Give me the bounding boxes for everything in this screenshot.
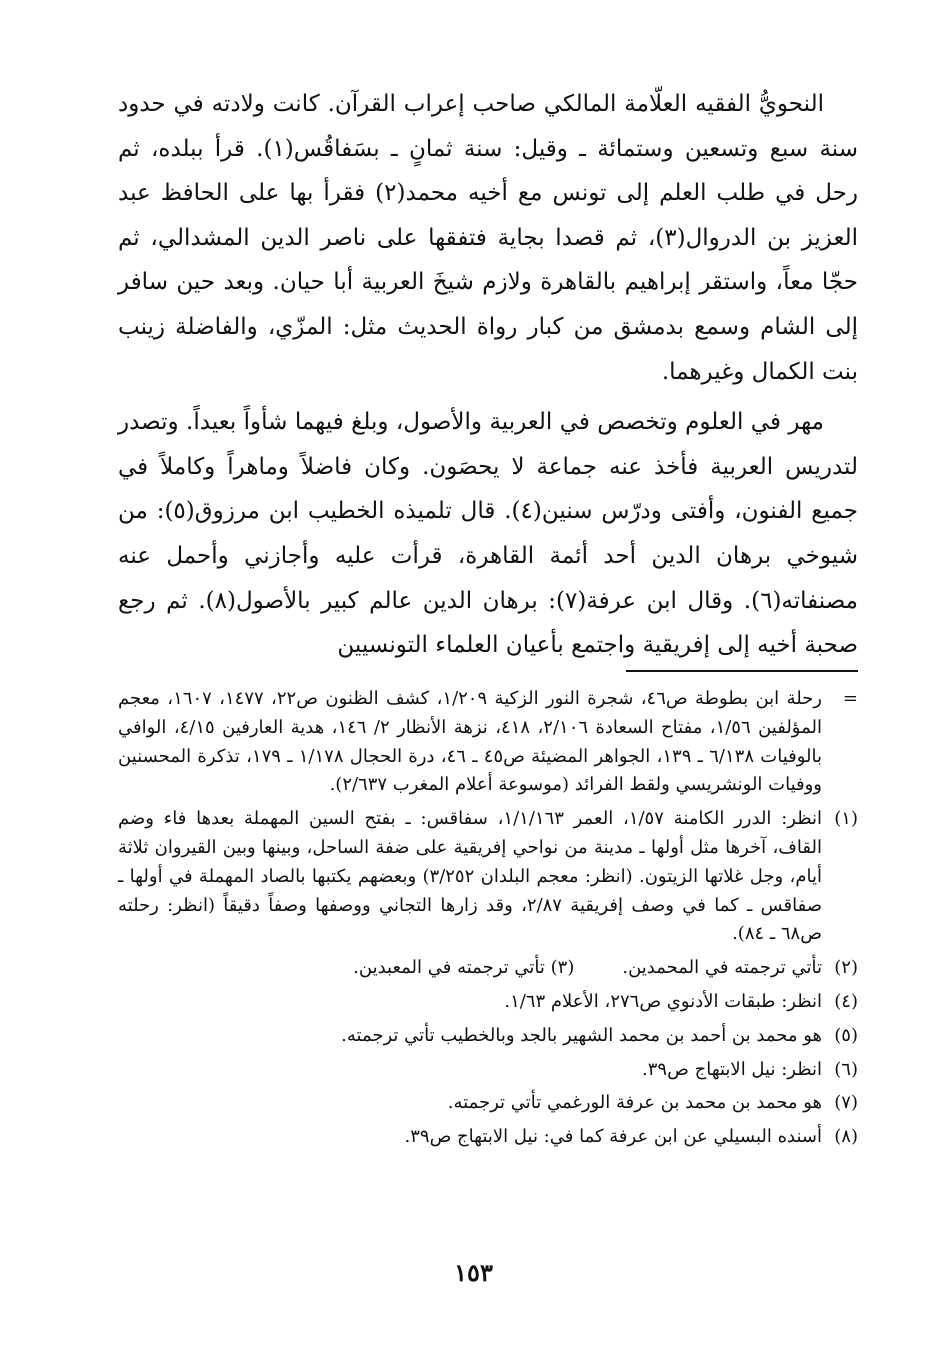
footnote-text: انظر: طبقات الأدنوي ص٢٧٦، الأعلام ١/٦٣. [504, 990, 822, 1012]
footnote-text: هو محمد بن محمد بن عرفة الورغمي تأتي ترجمته. [447, 1092, 822, 1114]
paragraph-1: النحويُّ الفقيه العلّامة المالكي صاحب إعراب القرآن. كانت ولادته في حدود سنة سبع وتسعين وستمائة ـ وقيل: سنة ثمانٍ ـ بسَفاقُس(١). قرأ ببلده، ثم رحل في طلب العلم إلى تونس مع أخيه محمد(٢) فقرأ بها على الحافظ عبد العزيز بن الدروال(٣)، ثم قصدا بجاية فتفقها على ناصر الدين المشدالي، ثم حجّا معاً، واستقر إبراهيم بالقاهرة ولازم شيخَ العربية أبا حيان. وبعد حين سافر إلى الشام وسمع بدمشق من كبار رواة الحديث مثل: المزّي، والفاضلة زينب بنت الكمال وغيرهما. [118, 91, 858, 385]
footnote-2-3 [118, 954, 858, 983]
footnote-marker: (٨) [834, 1126, 858, 1148]
paragraph-2: مهر في العلوم وتخصص في العربية والأصول، وبلغ فيهما شأواً بعيداً. وتصدر لتدريس العربية فأخذ عنه جماعة لا يحصَون. وكان فاضلاً وماهراً وكاملاً في جميع الفنون، وأفتى ودرّس سنين(٤). قال تلميذه الخطيب ابن مرزوق(٥): من شيوخي برهان الدين أحد أئمة القاهرة، قرأت عليه وأجازني وأحمل عنه مصنفاته(٦). وقال ابن عرفة(٧): برهان الدين عالم كبير بالأصول(٨). ثم رجع صحبة أخيه إلى إفريقية واجتمع بأعيان العلماء التونسيين [118, 409, 858, 659]
main-text [118, 82, 858, 668]
footnote-marker: (٧) [834, 1092, 858, 1114]
footnote-3-marker: (٣) [550, 957, 575, 979]
footnote-marker: (٦) [834, 1058, 858, 1080]
footnote-separator [626, 670, 858, 672]
page-number: ١٥٣ [454, 1258, 493, 1287]
footnote-text [118, 954, 822, 983]
footnote-4 [118, 988, 858, 1017]
footnote-8 [118, 1123, 858, 1152]
footnote-marker: (٥) [834, 1024, 858, 1046]
footnote-continuation [118, 685, 858, 800]
footnote-7 [118, 1089, 858, 1118]
footnotes [118, 685, 858, 1152]
footnote-text: رحلة ابن بطوطة ص٤٦، شجرة النور الزكية ١/٢٠٩، كشف الظنون ص٢٢، ١٤٧٧، ١٦٠٧، معجم المؤلفين ١/٥٦، مفتاح السعادة ٢/١٠٦، ٤١٨، نزهة الأنظار ٢/ ١٤٦، هدية العارفين ٤/١٥، الوافي بالوفيات ٦/١٣٨ ـ ١٣٩، الجواهر المضيئة ص٤٥ ـ ٤٦، درة الحجال ١/١٧٨ ـ ١٧٩، تذكرة المحسنين ووفيات الونشريسي ولقط الفرائد (موسوعة أعلام المغرب ٢/٦٣٧). [118, 688, 823, 796]
footnote-text: أسنده البسيلي عن ابن عرفة كما في: نيل الابتهاج ص٣٩. [404, 1126, 822, 1148]
footnote-text: انظر: نيل الابتهاج ص٣٩. [642, 1058, 822, 1080]
footnote-marker: (٤) [834, 990, 858, 1012]
footnote-3-text: تأتي ترجمته في المعبدين. [353, 957, 545, 979]
footnote-5 [118, 1022, 858, 1051]
footnote-marker: (٢) [834, 957, 858, 979]
footnote-text: انظر: الدرر الكامنة ١/٥٧، العمر ١/١/١٦٣، سفاقس: ـ بفتح السين المهملة بعدها فاء وضم القاف، آخرها مثل أولها ـ مدينة من نواحي إفريقية على ضفة الساحل، وبينها وبين القيروان ثلاثة أيام، وجل غلاتها الزيتون. (انظر: معجم البلدان ٣/٢٥٢) وبعضهم يكتبها بالصاد المهملة في أولها ـ صفاقس ـ كما في وصف إفريقية ٢/٨٧، وقد زارها التجاني ووصفها وصفاً دقيقاً (انظر: رحلته ص٦٨ ـ ٨٤). [118, 808, 823, 945]
footnote-marker: = [842, 688, 858, 709]
footnote-marker: (١) [834, 808, 858, 830]
footnote-1 [118, 805, 858, 949]
footnote-6 [118, 1056, 858, 1085]
footnote-text: هو محمد بن أحمد بن محمد الشهير بالجد وبالخطيب تأتي ترجمته. [341, 1024, 822, 1046]
footnote-2-text: تأتي ترجمته في المحمدين. [622, 957, 822, 979]
